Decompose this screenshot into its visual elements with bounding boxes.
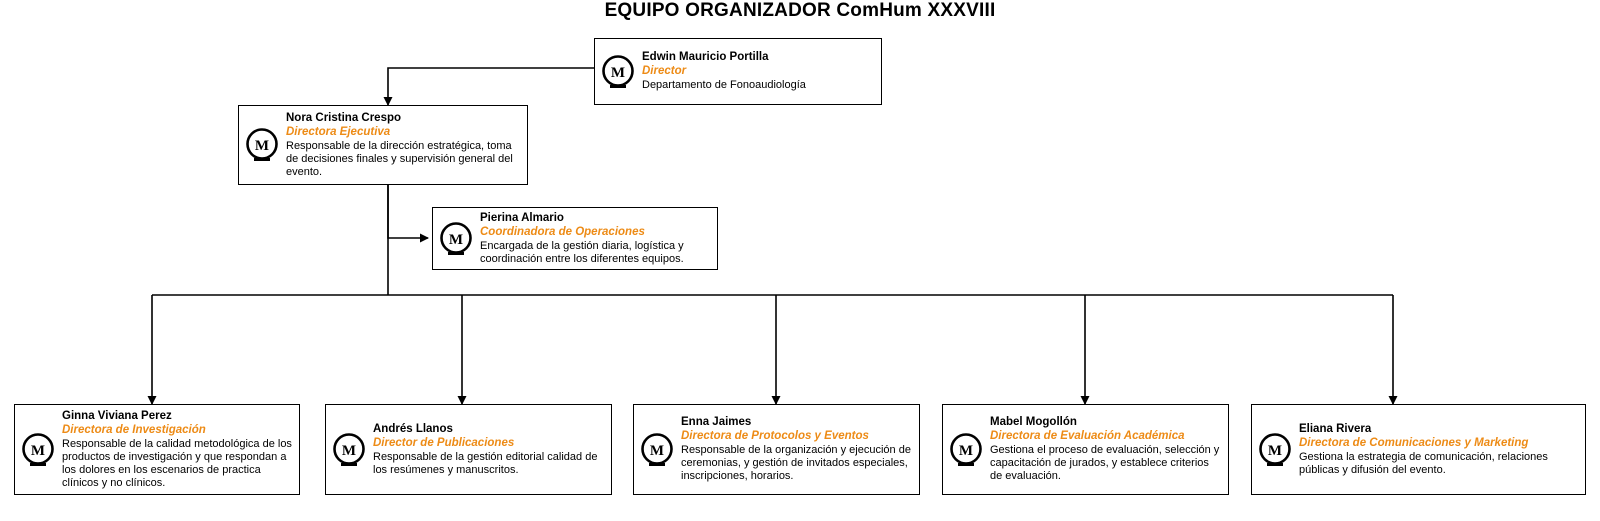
- node-role: Directora de Investigación: [62, 423, 206, 436]
- svg-text:M: M: [448, 231, 464, 248]
- university-monogram-icon: [438, 221, 474, 257]
- node-name: Ginna Viviana Perez: [62, 409, 172, 422]
- university-monogram-icon: [948, 432, 984, 468]
- node-description: Departamento de Fonoaudiología: [642, 79, 806, 91]
- node-director[interactable]: [594, 38, 882, 105]
- node-text: [681, 416, 913, 483]
- node-role: Directora de Evaluación Académica: [990, 430, 1185, 442]
- node-description: Responsable de la gestión editorial calidad de los resúmenes y manuscritos.: [373, 450, 598, 476]
- node-role: Director de Publicaciones: [373, 436, 515, 449]
- node-text: [990, 416, 1222, 483]
- node-coordinadora-operaciones[interactable]: [432, 207, 718, 270]
- node-name: Nora Cristina Crespo: [286, 111, 402, 124]
- node-directora-protocolos[interactable]: [633, 404, 920, 495]
- university-monogram-icon: [20, 432, 56, 468]
- node-role: Director: [642, 65, 687, 77]
- node-description: Responsable de la dirección estratégica, toma de decisiones finales y supervisión general del evento.: [286, 139, 513, 178]
- node-name: Andrés Llanos: [373, 422, 453, 435]
- node-text: [62, 410, 293, 490]
- node-role: Coordinadora de Operaciones: [480, 225, 645, 238]
- node-name: Eliana Rivera: [1299, 422, 1372, 435]
- node-text: [286, 112, 521, 179]
- node-directora-evaluacion[interactable]: [942, 404, 1229, 495]
- node-text: [1299, 423, 1579, 477]
- svg-text:M: M: [610, 64, 626, 81]
- node-text: [480, 212, 711, 266]
- node-name: Edwin Mauricio Portilla: [642, 51, 769, 63]
- university-monogram-icon: [1257, 432, 1293, 468]
- node-directora-ejecutiva[interactable]: [238, 105, 528, 185]
- university-monogram-icon: [639, 432, 675, 468]
- svg-text:M: M: [958, 442, 974, 459]
- svg-text:M: M: [30, 442, 46, 459]
- node-role: Directora Ejecutiva: [286, 125, 391, 138]
- page-title: EQUIPO ORGANIZADOR ComHum XXXVIII: [604, 0, 996, 21]
- university-monogram-icon: [331, 432, 367, 468]
- node-description: Gestiona la estrategia de comunicación, relaciones públicas y difusión del evento.: [1299, 450, 1548, 476]
- svg-text:M: M: [1267, 442, 1283, 459]
- node-director-publicaciones[interactable]: [325, 404, 612, 495]
- svg-text:M: M: [254, 138, 270, 154]
- node-description: Responsable de la calidad metodológica de los productos de investigación y que respondan a los dolores en los escenarios de practica clínicos y no clínicos.: [62, 437, 292, 489]
- university-monogram-icon: [244, 127, 280, 163]
- node-name: Pierina Almario: [480, 211, 564, 224]
- node-description: Responsable de la organización y ejecución de ceremonias, y gestión de invitados especiales, inscripciones, horarios.: [681, 444, 911, 482]
- node-text: [642, 51, 875, 92]
- node-role: Directora de Comunicaciones y Marketing: [1299, 436, 1529, 449]
- node-directora-investigacion[interactable]: [14, 404, 300, 495]
- node-role: Directora de Protocolos y Eventos: [681, 430, 869, 442]
- university-monogram-icon: [600, 54, 636, 90]
- svg-text:M: M: [649, 442, 665, 459]
- node-text: [373, 423, 605, 477]
- node-directora-comunicaciones[interactable]: [1251, 404, 1586, 495]
- node-name: Enna Jaimes: [681, 416, 752, 428]
- svg-text:M: M: [341, 442, 357, 459]
- node-description: Encargada de la gestión diaria, logística y coordinación entre los diferentes equipos.: [480, 239, 684, 265]
- node-name: Mabel Mogollón: [990, 416, 1077, 428]
- node-description: Gestiona el proceso de evaluación, selección y capacitación de jurados, y establece criterios de evaluación.: [990, 444, 1220, 482]
